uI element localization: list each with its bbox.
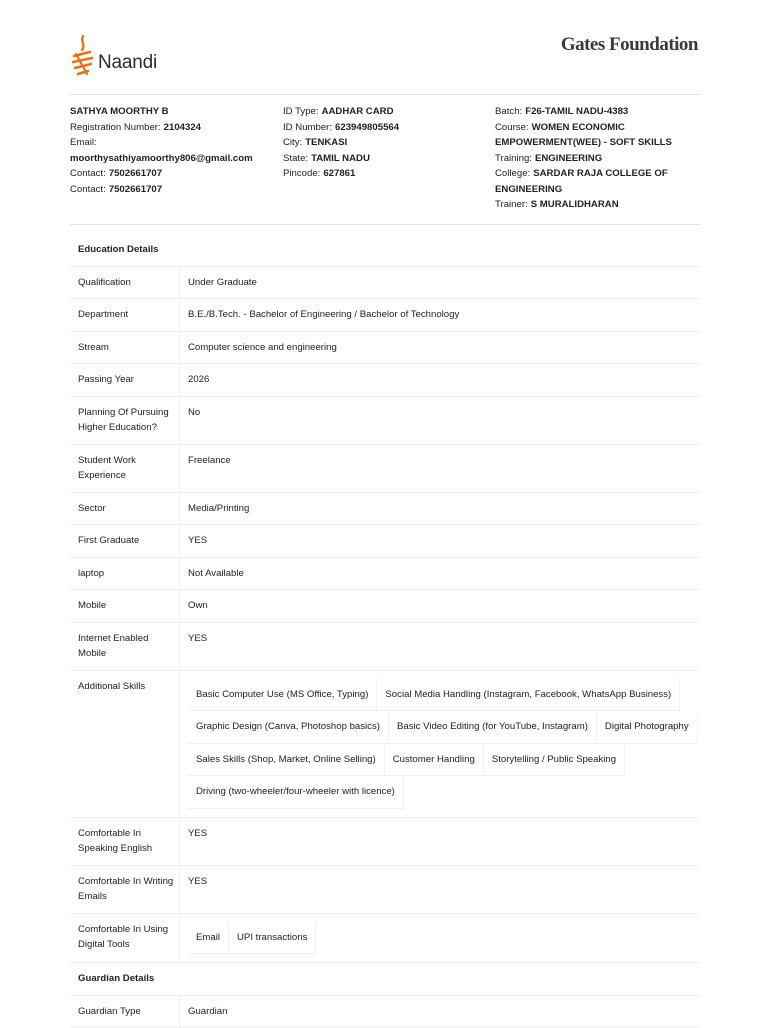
row-key: laptop (70, 558, 180, 590)
row-value: YES (180, 866, 700, 913)
flame-logo-icon (70, 34, 96, 78)
row-key: Comfortable In Speaking English (70, 818, 180, 865)
skill-chip: Driving (two-wheeler/four-wheeler with licence) (188, 776, 404, 809)
table-row (70, 866, 700, 914)
row-value: Media/Printing (180, 493, 700, 525)
row-value: YES (180, 818, 700, 865)
row-key: Department (70, 299, 180, 331)
email-value[interactable]: moorthysathiyamoorthy806@gmail.com (70, 153, 253, 164)
training-value: ENGINEERING (535, 153, 602, 164)
registration-label: Registration Number: (70, 122, 161, 133)
guardian-section-title: Guardian Details (70, 963, 700, 996)
table-row (70, 818, 700, 866)
skill-chip: Customer Handling (385, 744, 484, 777)
table-row (70, 364, 700, 397)
skill-chip: Storytelling / Public Speaking (484, 744, 625, 777)
table-row-digital-tools (70, 914, 700, 964)
row-value: 2026 (180, 364, 700, 396)
row-key: Guardian Type (70, 996, 180, 1028)
row-key: Additional Skills (70, 671, 180, 817)
table-row (70, 397, 700, 445)
row-key: Planning Of Pursuing Higher Education? (70, 397, 180, 444)
table-row (70, 996, 700, 1028)
skill-chip: Digital Photography (597, 711, 698, 744)
row-key: Student Work Experience (70, 445, 180, 492)
id-number-value: 623949805564 (335, 122, 399, 133)
contact-value: 7502661707 (109, 184, 162, 195)
city-label: City: (283, 137, 302, 148)
table-row (70, 267, 700, 300)
contact-value: 7502661707 (109, 168, 162, 179)
skill-chip: Graphic Design (Canva, Photoshop basics) (188, 711, 389, 744)
college-value: SARDAR RAJA COLLEGE OF ENGINEERING (495, 168, 668, 195)
details-table (70, 234, 700, 1028)
contact-label: Contact: (70, 184, 106, 195)
row-value: Guardian (180, 996, 700, 1028)
college-label: College: (495, 168, 530, 179)
row-key: Internet Enabled Mobile (70, 623, 180, 670)
email-label: Email: (70, 137, 97, 148)
training-label: Training: (495, 153, 532, 164)
row-key: Mobile (70, 590, 180, 622)
row-key: Passing Year (70, 364, 180, 396)
row-key: Qualification (70, 267, 180, 299)
id-type-value: AADHAR CARD (322, 106, 394, 117)
row-value: B.E./B.Tech. - Bachelor of Engineering / Bachelor of Technology (180, 299, 700, 331)
tool-chip: Email (188, 922, 229, 955)
table-row (70, 493, 700, 526)
table-row (70, 525, 700, 558)
row-value: YES (180, 525, 700, 557)
row-key: First Graduate (70, 525, 180, 557)
registration-value: 2104324 (164, 122, 201, 133)
table-row-additional-skills (70, 671, 700, 818)
table-row (70, 623, 700, 671)
program-column (495, 104, 695, 213)
state-value: TAMIL NADU (311, 153, 370, 164)
education-section-title: Education Details (70, 234, 700, 267)
row-key: Comfortable In Writing Emails (70, 866, 180, 913)
skills-list (180, 671, 700, 817)
row-key: Stream (70, 332, 180, 364)
table-row (70, 332, 700, 365)
id-number-label: ID Number: (283, 122, 332, 133)
id-type-label: ID Type: (283, 106, 319, 117)
state-label: State: (283, 153, 308, 164)
batch-value: F26-TAMIL NADU-4383 (525, 106, 628, 117)
row-value: Computer science and engineering (180, 332, 700, 364)
personal-column (70, 104, 253, 197)
identity-column (283, 104, 399, 182)
skill-chip: Basic Computer Use (MS Office, Typing) (188, 679, 377, 712)
skill-chip: Social Media Handling (Instagram, Facebook, WhatsApp Business) (377, 679, 680, 712)
course-label: Course: (495, 122, 529, 133)
pincode-value: 627861 (323, 168, 355, 179)
row-value: Own (180, 590, 700, 622)
table-row (70, 558, 700, 591)
naandi-logo (70, 34, 157, 78)
row-value: Freelance (180, 445, 700, 492)
city-value: TENKASI (305, 137, 347, 148)
course-value: WOMEN ECONOMIC EMPOWERMENT(WEE) - SOFT SKILLS (495, 122, 672, 149)
tools-list (180, 914, 700, 963)
table-row (70, 299, 700, 332)
batch-label: Batch: (495, 106, 522, 117)
partner-logo-text: Gates Foundation (561, 34, 698, 56)
skill-chip: Sales Skills (Shop, Market, Online Selling) (188, 744, 385, 777)
table-row (70, 590, 700, 623)
trainer-value: S MURALIDHARAN (531, 199, 619, 210)
skill-chip: Basic Video Editing (for YouTube, Instagram) (389, 711, 597, 744)
candidate-info (70, 104, 700, 225)
logo-text: Naandi (98, 52, 157, 74)
trainer-label: Trainer: (495, 199, 528, 210)
row-value: YES (180, 623, 700, 670)
tool-chip: UPI transactions (229, 922, 316, 955)
page-header (70, 30, 700, 95)
table-row (70, 445, 700, 493)
row-value: Under Graduate (180, 267, 700, 299)
contact-label: Contact: (70, 168, 106, 179)
pincode-label: Pincode: (283, 168, 320, 179)
row-value: No (180, 397, 700, 444)
candidate-name: SATHYA MOORTHY B (70, 106, 169, 117)
row-key: Comfortable In Using Digital Tools (70, 914, 180, 963)
row-value: Not Available (180, 558, 700, 590)
row-key: Sector (70, 493, 180, 525)
